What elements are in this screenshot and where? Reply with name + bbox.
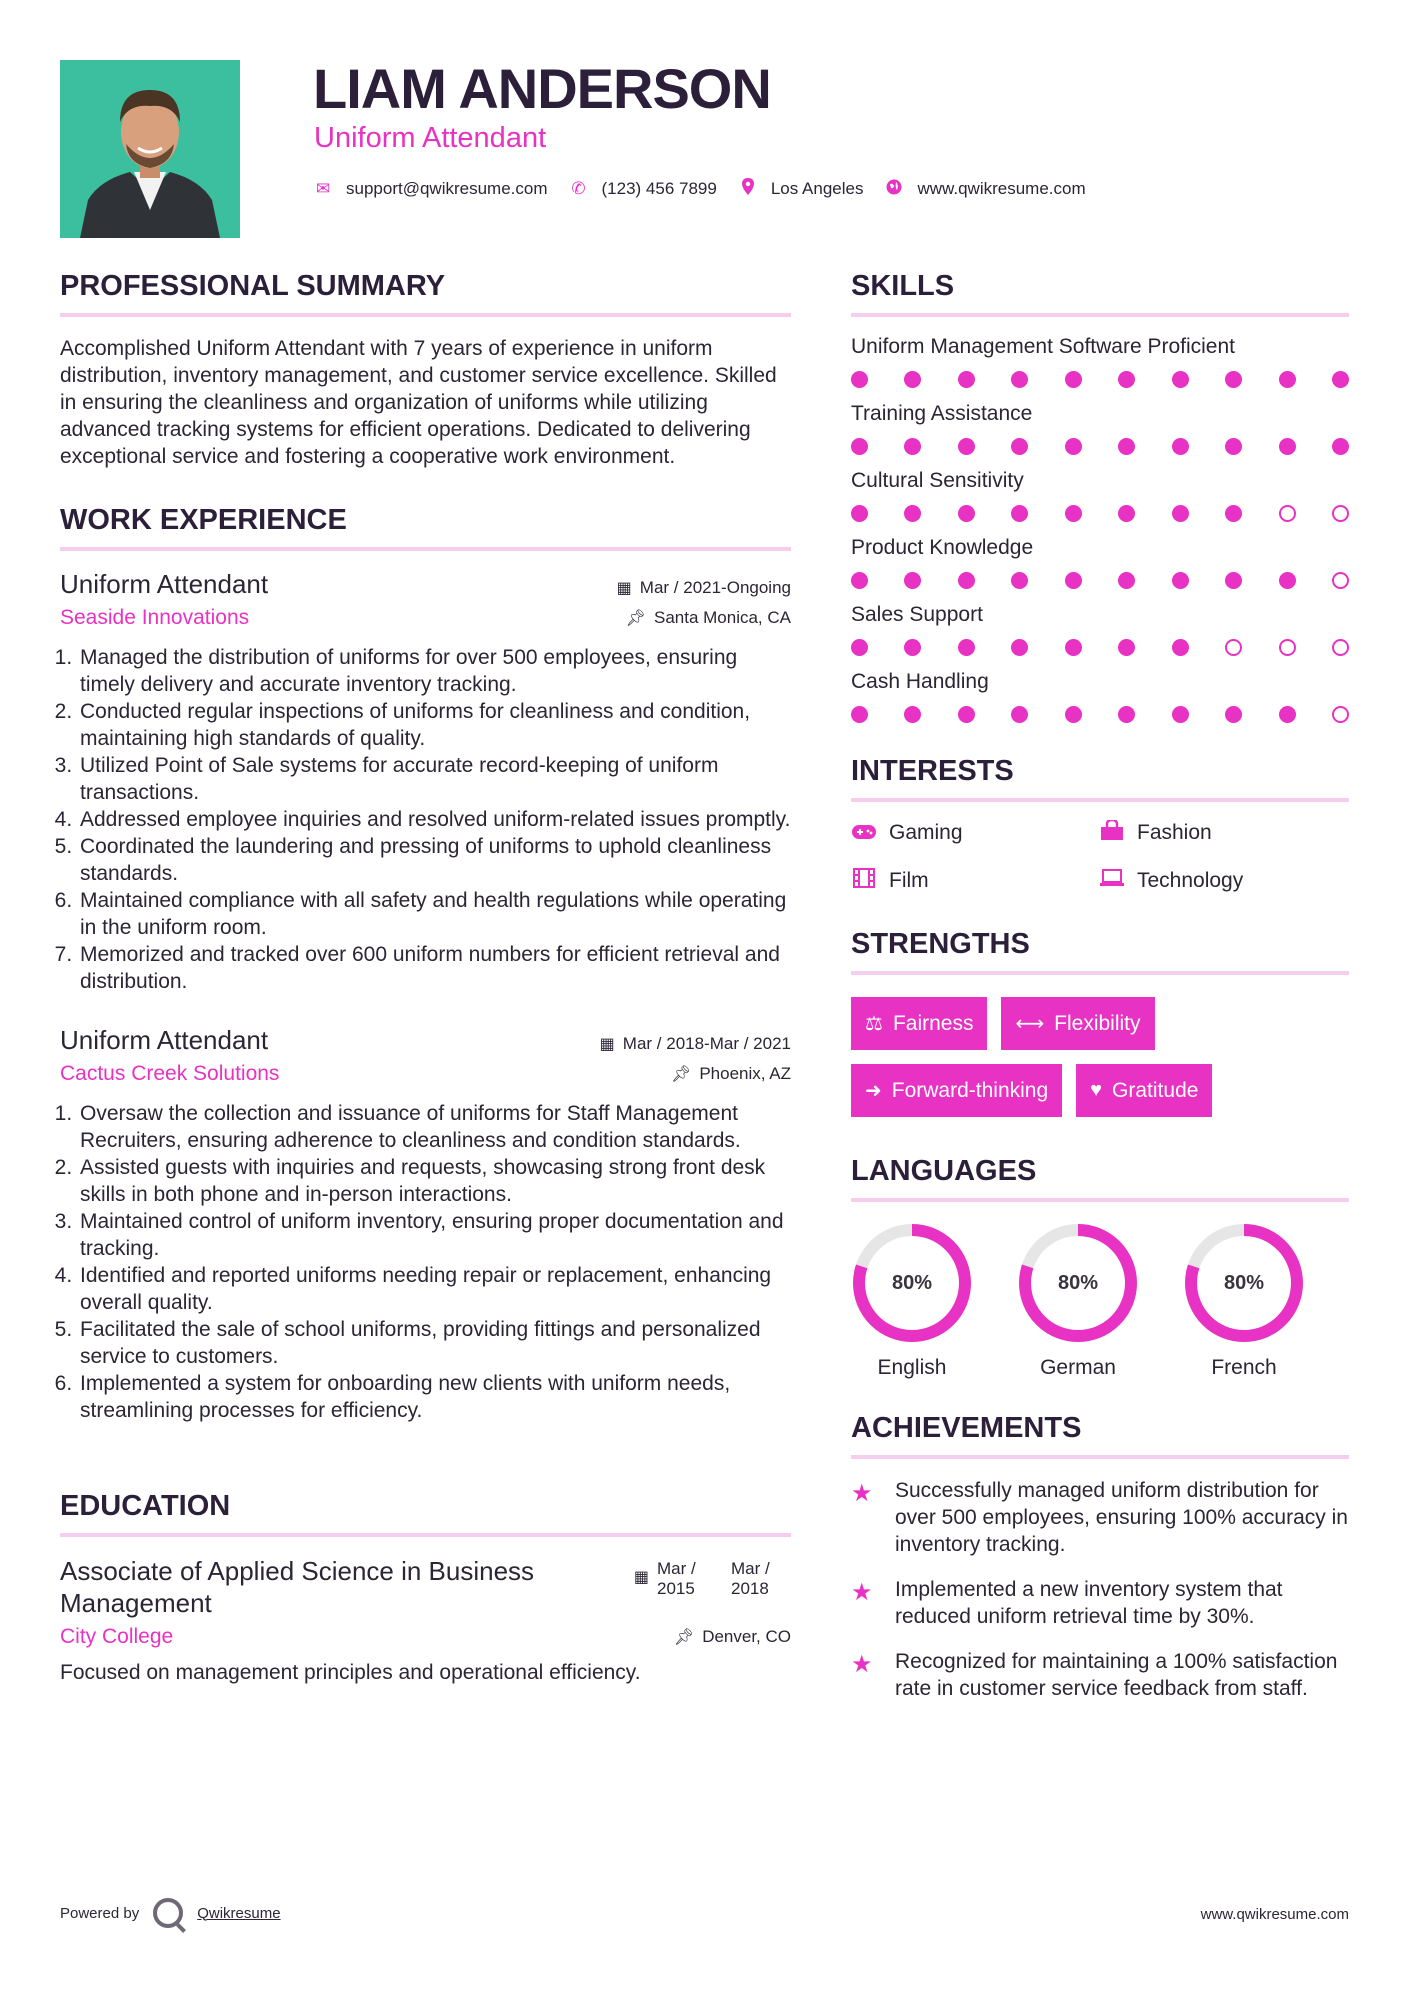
rating-dot-filled <box>851 706 868 723</box>
company-name: Seaside Innovations <box>60 606 250 629</box>
phone-text: (123) 456 7899 <box>601 179 717 198</box>
job-bullets <box>60 1100 791 1424</box>
calendar-icon: ▦ <box>599 1036 615 1053</box>
skill-item <box>851 335 1349 388</box>
list-item: 7. Memorized and tracked over 600 uniform numbers for efficient retrieval and distribution. <box>78 941 791 995</box>
rating-dot-filled <box>1065 639 1082 656</box>
education-location-text: Denver, CO <box>702 1627 791 1646</box>
profile-photo <box>60 60 240 238</box>
skill-rating <box>851 505 1349 522</box>
rating-dot-filled <box>1225 371 1242 388</box>
achievement-item <box>851 1477 1349 1558</box>
rating-dot-filled <box>1118 639 1135 656</box>
skill-rating <box>851 706 1349 723</box>
company-name: Cactus Creek Solutions <box>60 1062 280 1085</box>
job-dates <box>600 1034 791 1054</box>
list-item: 4. Addressed employee inquiries and resolved uniform-related issues promptly. <box>78 806 791 833</box>
skill-rating <box>851 572 1349 589</box>
rating-dot-filled <box>958 706 975 723</box>
strength-tag <box>1001 997 1154 1050</box>
languages-heading: LANGUAGES <box>851 1155 1349 1202</box>
rating-dot-filled <box>1011 438 1028 455</box>
rating-dot-empty <box>1332 706 1349 723</box>
strength-label: Gratitude <box>1112 1078 1199 1102</box>
rating-dot-filled <box>1172 639 1189 656</box>
job-location <box>626 608 791 628</box>
rating-dot-empty <box>1279 505 1296 522</box>
skill-rating <box>851 438 1349 455</box>
rating-dot-filled <box>904 639 921 656</box>
right-column <box>851 270 1349 1720</box>
list-item: 1. Managed the distribution of uniforms for over 500 employees, ensuring timely delivery and accurate inventory tracking. <box>78 644 791 698</box>
job-bullets <box>60 644 791 995</box>
heart-icon: ♥ <box>1090 1079 1103 1101</box>
rating-dot-filled <box>1172 706 1189 723</box>
skill-name: Product Knowledge <box>851 536 1034 559</box>
skill-name: Training Assistance <box>851 402 1033 425</box>
language-name: German <box>1040 1356 1116 1379</box>
rating-dot-empty <box>1332 639 1349 656</box>
rating-dot-filled <box>1332 371 1349 388</box>
list-item: 2. Assisted guests with inquiries and requests, showcasing strong front desk skills in both phone and in-person interactions. <box>78 1154 791 1208</box>
laptop-icon <box>1099 869 1125 893</box>
degree-name: Associate of Applied Science in Business Management <box>60 1556 535 1618</box>
rating-dot-filled <box>958 371 975 388</box>
education-description: Focused on management principles and operational efficiency. <box>60 1661 641 1684</box>
job-role: Uniform Attendant <box>60 1025 269 1055</box>
list-item: 4. Identified and reported uniforms needing repair or replacement, enhancing overall quality. <box>78 1262 791 1316</box>
job-location <box>671 1064 791 1084</box>
skills-heading: SKILLS <box>851 270 1349 317</box>
language-percent: 80% <box>1057 1271 1099 1294</box>
edu-start: Mar / 2015 <box>657 1559 696 1598</box>
strength-tag <box>1076 1064 1212 1117</box>
rating-dot-filled <box>1225 572 1242 589</box>
rating-dot-filled <box>958 505 975 522</box>
star-icon: ★ <box>851 1480 873 1507</box>
list-item: 3. Maintained control of uniform inventory, ensuring proper documentation and tracking. <box>78 1208 791 1262</box>
achievements-section <box>851 1412 1349 1702</box>
list-item: 5. Coordinated the laundering and pressing of uniforms to uphold cleanliness standards. <box>78 833 791 887</box>
rating-dot-filled <box>1118 371 1135 388</box>
language-name: French <box>1211 1356 1277 1379</box>
star-icon: ★ <box>851 1579 873 1606</box>
calendar-icon: ▦ <box>633 1569 649 1586</box>
brand-link[interactable]: Qwikresume <box>197 1904 281 1922</box>
rating-dot-filled <box>1065 572 1082 589</box>
rating-dot-filled <box>1011 505 1028 522</box>
rating-dot-filled <box>1011 706 1028 723</box>
skill-rating <box>851 639 1349 656</box>
map-pin-icon <box>739 178 757 200</box>
email-text: support@qwikresume.com <box>346 179 548 198</box>
education-dates <box>634 1559 791 1599</box>
rating-dot-filled <box>1118 572 1135 589</box>
skills-list <box>851 335 1349 723</box>
job-entry <box>60 569 791 995</box>
rating-dot-filled <box>1279 706 1296 723</box>
footer-url[interactable]: www.qwikresume.com <box>1200 1906 1349 1923</box>
skill-item <box>851 536 1349 589</box>
skill-item <box>851 469 1349 522</box>
rating-dot-filled <box>1172 505 1189 522</box>
language-name: English <box>877 1356 947 1379</box>
languages-section <box>851 1155 1349 1380</box>
rating-dot-filled <box>1118 706 1135 723</box>
shopping-bag-icon <box>1099 820 1125 846</box>
rating-dot-filled <box>958 438 975 455</box>
phone-icon: ✆ <box>571 179 586 198</box>
strength-label: Fairness <box>892 1011 974 1035</box>
rating-dot-filled <box>904 706 921 723</box>
skill-item <box>851 670 1349 723</box>
interest-label: Technology <box>1137 869 1244 892</box>
rating-dot-filled <box>851 639 868 656</box>
interest-item <box>1099 868 1347 894</box>
location-text: Los Angeles <box>770 179 864 198</box>
envelope-icon: ✉ <box>315 179 331 198</box>
rating-dot-filled <box>851 438 868 455</box>
language-ring <box>1017 1222 1139 1344</box>
achievement-text: Recognized for maintaining a 100% satisfaction rate in customer service feedback from staff. <box>895 1650 1338 1700</box>
footer-powered-by <box>60 1898 281 1928</box>
rating-dot-filled <box>1011 572 1028 589</box>
strength-label: Flexibility <box>1054 1011 1141 1035</box>
list-item: 1. Oversaw the collection and issuance of uniforms for Staff Management Recruiters, ensuring adherence to cleanliness and condition standards. <box>78 1100 791 1154</box>
language-item <box>851 1222 1017 1380</box>
candidate-title: Uniform Attendant <box>314 122 547 154</box>
rating-dot-filled <box>904 572 921 589</box>
pin-icon: 📌︎ <box>625 610 646 627</box>
rating-dot-filled <box>1225 706 1242 723</box>
language-ring <box>851 1222 973 1344</box>
achievement-text: Implemented a new inventory system that reduced uniform retrieval time by 30%. <box>895 1578 1283 1628</box>
list-item: 3. Utilized Point of Sale systems for accurate record-keeping of uniform transactions. <box>78 752 791 806</box>
strengths-heading: STRENGTHS <box>851 928 1349 975</box>
interest-label: Film <box>889 869 929 892</box>
rating-dot-empty <box>1332 572 1349 589</box>
edu-end: Mar / 2018 <box>731 1559 770 1598</box>
contact-website[interactable] <box>885 179 1085 200</box>
interests-heading: INTERESTS <box>851 755 1349 802</box>
rating-dot-filled <box>1065 505 1082 522</box>
skill-name: Uniform Management Software Proficient <box>851 335 1235 358</box>
rating-dot-filled <box>1172 572 1189 589</box>
rating-dot-filled <box>904 371 921 388</box>
rating-dot-empty <box>1225 639 1242 656</box>
rating-dot-filled <box>1011 639 1028 656</box>
skill-name: Sales Support <box>851 603 983 626</box>
interest-label: Gaming <box>889 821 963 844</box>
school-name: City College <box>60 1625 174 1648</box>
job-role: Uniform Attendant <box>60 569 269 599</box>
list-item: 2. Conducted regular inspections of uniforms for cleanliness and condition, maintaining high standards of quality. <box>78 698 791 752</box>
rating-dot-filled <box>1011 371 1028 388</box>
language-percent: 80% <box>1223 1271 1265 1294</box>
achievements-heading: ACHIEVEMENTS <box>851 1412 1349 1459</box>
pin-icon: 📌︎ <box>673 1629 695 1646</box>
list-item: 5. Facilitated the sale of school uniforms, providing fittings and personalized service to customers. <box>78 1316 791 1370</box>
language-ring <box>1183 1222 1305 1344</box>
interest-item <box>1099 820 1347 846</box>
job-location-text: Phoenix, AZ <box>699 1064 791 1083</box>
strength-label: Forward-thinking <box>891 1078 1049 1102</box>
star-icon: ★ <box>851 1651 873 1678</box>
list-item: 6. Maintained compliance with all safety and health regulations while operating in the uniform room. <box>78 887 791 941</box>
education-section <box>60 1490 791 1686</box>
powered-by-text: Powered by <box>60 1904 140 1922</box>
rating-dot-filled <box>1118 438 1135 455</box>
job-entry <box>60 1025 791 1424</box>
achievement-item <box>851 1576 1349 1630</box>
summary-text: Accomplished Uniform Attendant with 7 years of experience in uniform distribution, inventory management, and customer service excellence. Skilled in ensuring the cleanliness and organization of uniforms while utilizing advanced tracking systems for efficient operations. Dedicated to delivering exceptional service and fostering a cooperative work environment. <box>60 337 777 468</box>
education-heading: EDUCATION <box>60 1490 791 1537</box>
film-icon <box>851 868 877 894</box>
rating-dot-filled <box>1172 371 1189 388</box>
rating-dot-filled <box>1065 438 1082 455</box>
gamepad-icon <box>851 822 877 845</box>
rating-dot-filled <box>851 572 868 589</box>
strength-tag <box>851 1064 1062 1117</box>
strength-tag <box>851 997 987 1050</box>
skill-rating <box>851 371 1349 388</box>
rating-dot-filled <box>1332 438 1349 455</box>
skill-name: Cultural Sensitivity <box>851 469 1024 492</box>
balance-scale-icon: ⚖ <box>865 1013 883 1035</box>
rating-dot-filled <box>1225 438 1242 455</box>
calendar-icon: ▦ <box>616 580 632 597</box>
rating-dot-filled <box>1172 438 1189 455</box>
arrow-right-icon: ➜ <box>865 1080 882 1102</box>
globe-icon <box>885 179 903 200</box>
rating-dot-filled <box>904 505 921 522</box>
experience-section <box>60 504 791 1424</box>
contact-location <box>739 178 864 200</box>
arrows-horizontal-icon: ⟷ <box>1015 1013 1045 1035</box>
rating-dot-filled <box>1279 438 1296 455</box>
skill-name: Cash Handling <box>851 670 989 693</box>
summary-section <box>60 270 791 470</box>
education-location <box>674 1627 791 1647</box>
job-dates <box>617 578 791 598</box>
rating-dot-filled <box>958 639 975 656</box>
rating-dot-filled <box>1279 572 1296 589</box>
skill-item <box>851 402 1349 455</box>
interest-item <box>851 868 1099 894</box>
rating-dot-filled <box>1065 371 1082 388</box>
rating-dot-filled <box>851 505 868 522</box>
contact-email[interactable] <box>314 179 548 199</box>
summary-heading: PROFESSIONAL SUMMARY <box>60 270 791 317</box>
achievement-text: Successfully managed uniform distribution for over 500 employees, ensuring 100% accuracy in inventory tracking. <box>895 1479 1348 1556</box>
skills-section <box>851 270 1349 723</box>
rating-dot-empty <box>1279 639 1296 656</box>
rating-dot-empty <box>1332 505 1349 522</box>
rating-dot-filled <box>851 371 868 388</box>
rating-dot-filled <box>1118 505 1135 522</box>
website-text: www.qwikresume.com <box>917 179 1086 198</box>
language-percent: 80% <box>891 1271 933 1294</box>
language-item <box>1017 1222 1183 1380</box>
interest-item <box>851 820 1099 846</box>
strengths-section <box>851 928 1349 1117</box>
interest-label: Fashion <box>1137 821 1212 844</box>
achievement-item <box>851 1648 1349 1702</box>
rating-dot-filled <box>1065 706 1082 723</box>
contact-phone[interactable] <box>570 179 717 199</box>
rating-dot-filled <box>1225 505 1242 522</box>
list-item: 6. Implemented a system for onboarding new clients with uniform needs, streamlining processes for efficiency. <box>78 1370 791 1424</box>
rating-dot-filled <box>958 572 975 589</box>
language-item <box>1183 1222 1349 1380</box>
left-column <box>60 270 791 1686</box>
job-dates-text: Mar / 2018-Mar / 2021 <box>622 1034 791 1053</box>
pin-icon: 📌︎ <box>671 1066 692 1083</box>
rating-dot-filled <box>1279 371 1296 388</box>
interests-section <box>851 755 1349 894</box>
rating-dot-filled <box>904 438 921 455</box>
skill-item <box>851 603 1349 656</box>
experience-heading: WORK EXPERIENCE <box>60 504 791 551</box>
candidate-name: LIAM ANDERSON <box>313 57 771 120</box>
job-dates-text: Mar / 2021-Ongoing <box>639 578 791 597</box>
qwikresume-logo-icon <box>153 1898 183 1928</box>
contact-bar <box>314 178 1108 200</box>
job-location-text: Santa Monica, CA <box>653 608 791 627</box>
